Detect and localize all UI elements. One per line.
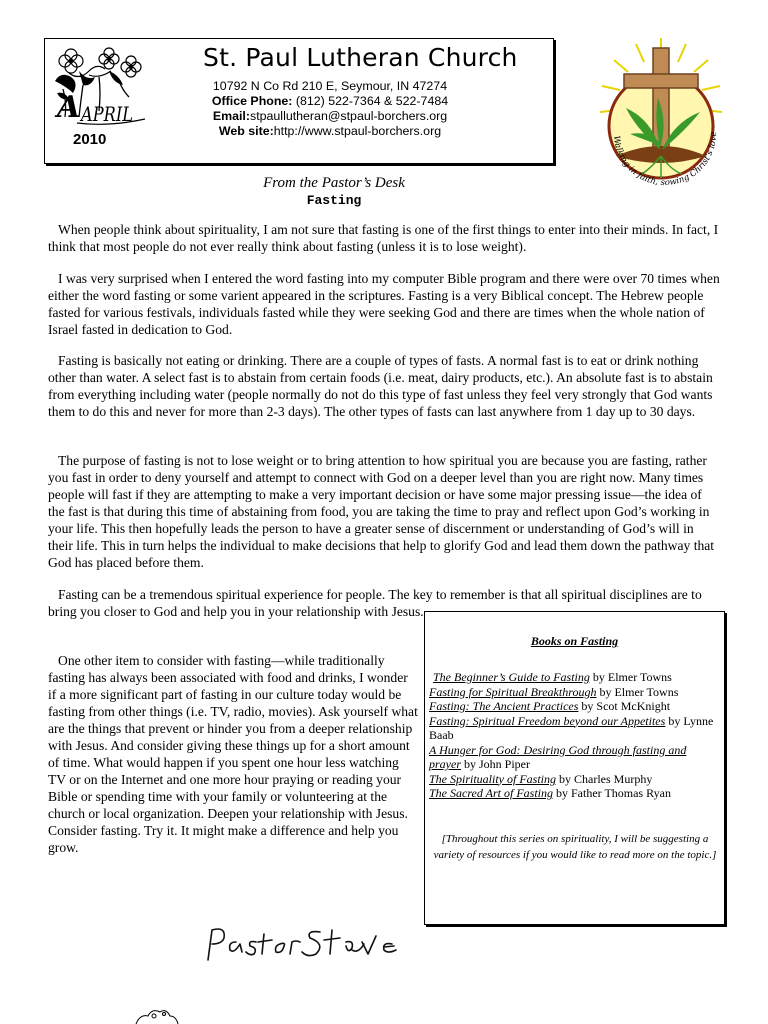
books-title: Books on Fasting <box>530 634 619 648</box>
church-name: St. Paul Lutheran Church <box>203 43 518 72</box>
article-heading: From the Pastor’s Desk <box>263 175 405 191</box>
book-item: Fasting: Spiritual Freedom beyond our Appetites by Lynne Baab <box>429 713 714 742</box>
issue-year: 2010 <box>73 131 107 148</box>
april-logo-text: APRIL <box>79 102 133 126</box>
emblem-motto: Walking in faith, sowing Christ's love <box>610 131 720 189</box>
book-list <box>429 670 719 801</box>
paragraph-5: Fasting can be a tremendous spiritual experience for people. The key to remember is that all spiritual disciplines are to bring you closer to God and help you in your relationship with Jesus. <box>48 587 702 619</box>
address: 10792 N Co Rd 210 E, Seymour, IN 47274 <box>212 79 448 93</box>
website-url[interactable]: http://www.stpaul-borchers.org <box>273 124 442 138</box>
book-item: The Beginner’s Guide to Fasting by Elmer Towns <box>433 670 672 684</box>
paragraph-1: When people think about spirituality, I am not sure that fasting is one of the first things to enter into their minds. In fact, I think that most people do not ever really think about fasting (unless it is to lose weight). <box>48 222 719 254</box>
website-label: Web site: <box>218 124 274 138</box>
newsletter-header <box>44 38 554 164</box>
article-subheading: Fasting <box>306 193 362 208</box>
paragraph-4: The purpose of fasting is not to lose weight or to bring attention to how spiritual you are because you are fasting, rather you fast in order to deny yourself and attempt to connect with God on a deeper level than you are right now. Many times people will fast if they are attempting to make a very important decision or have some major pressing issue—the idea of the fast is that during this time of abstaining from food, you are taking the time to pray and reflect upon God’s working in your life. This then hopefully leads the person to have a greater sense of discernment or understanding of God’s will in their life. This in turn helps the individual to make decisions that help to glorify God and lead them down the pathway that God has placed before them. <box>48 453 715 570</box>
contact-block <box>165 79 495 139</box>
office-phone: (812) 522-7364 & 522-7484 <box>295 94 449 108</box>
email-label: Email: <box>212 109 250 123</box>
book-item: Fasting: The Ancient Practices by Scot McKnight <box>429 699 671 713</box>
office-phone-label: Office Phone: <box>211 94 293 108</box>
book-item: The Sacred Art of Fasting by Father Thomas Ryan <box>429 786 671 800</box>
svg-text:A: A <box>57 90 81 125</box>
book-item: A Hunger for God: Desiring God through fasting and prayer by John Piper <box>429 742 687 771</box>
pastor-signature <box>196 920 406 970</box>
cross-emblem <box>596 38 726 198</box>
paragraph-2: I was very surprised when I entered the word fasting into my computer Bible program and there were over 70 times when either the word fasting or some varient appeared in the scriptures. Fasting is a very Biblical concept. The Hebrew people fasted for various festivals, individuals fasted while they were seeking God and there are times when the whole nation of Israel fasted in dedication to God. <box>48 271 720 337</box>
books-note: [Throughout this series on spirituality, I will be suggesting a variety of resources if you would like to read more on the topic.] <box>433 833 717 861</box>
april-flower-logo <box>49 41 153 136</box>
decorative-doodle <box>132 1004 182 1024</box>
book-item: The Spirituality of Fasting by Charles Murphy <box>429 771 653 786</box>
paragraph-3: Fasting is basically not eating or drinking. There are a couple of types of fasts. A normal fast is to eat or drink nothing other than water. A select fast is to abstain from certain foods (i.e. meat, dairy products, etc.). An absolute fast is to abstain from everything including water (people normally do not do this type of fast unless they feel very strongly that God wants them to do this and never for more than 2-3 days). The other types of fasts can last anywhere from 1 day up to 30 days. <box>48 353 713 419</box>
books-sidebar <box>424 611 725 925</box>
book-item: Fasting for Spiritual Breakthrough by Elmer Towns <box>429 684 679 699</box>
email-address[interactable]: stpaullutheran@stpaul-borchers.org <box>250 109 448 123</box>
paragraph-6: One other item to consider with fasting—while traditionally fasting has always been associated with food and drinks, I wonder if a more significant part of fasting in our culture today would be fasting from other things (i.e. TV, radio, movies). Ask yourself what are the things that prevent or hinder you from a deeper relationship with Jesus. And consider giving these things up for a short amount of time. What would happen if you spent one hour less watching TV or on the Internet and one more hour praying or reading your Bible or spending time with your family or volunteering at the church or local organization. Deepen your relationship with Jesus. Consider fasting. Try it. It might make a difference and help you grow. <box>48 653 418 855</box>
